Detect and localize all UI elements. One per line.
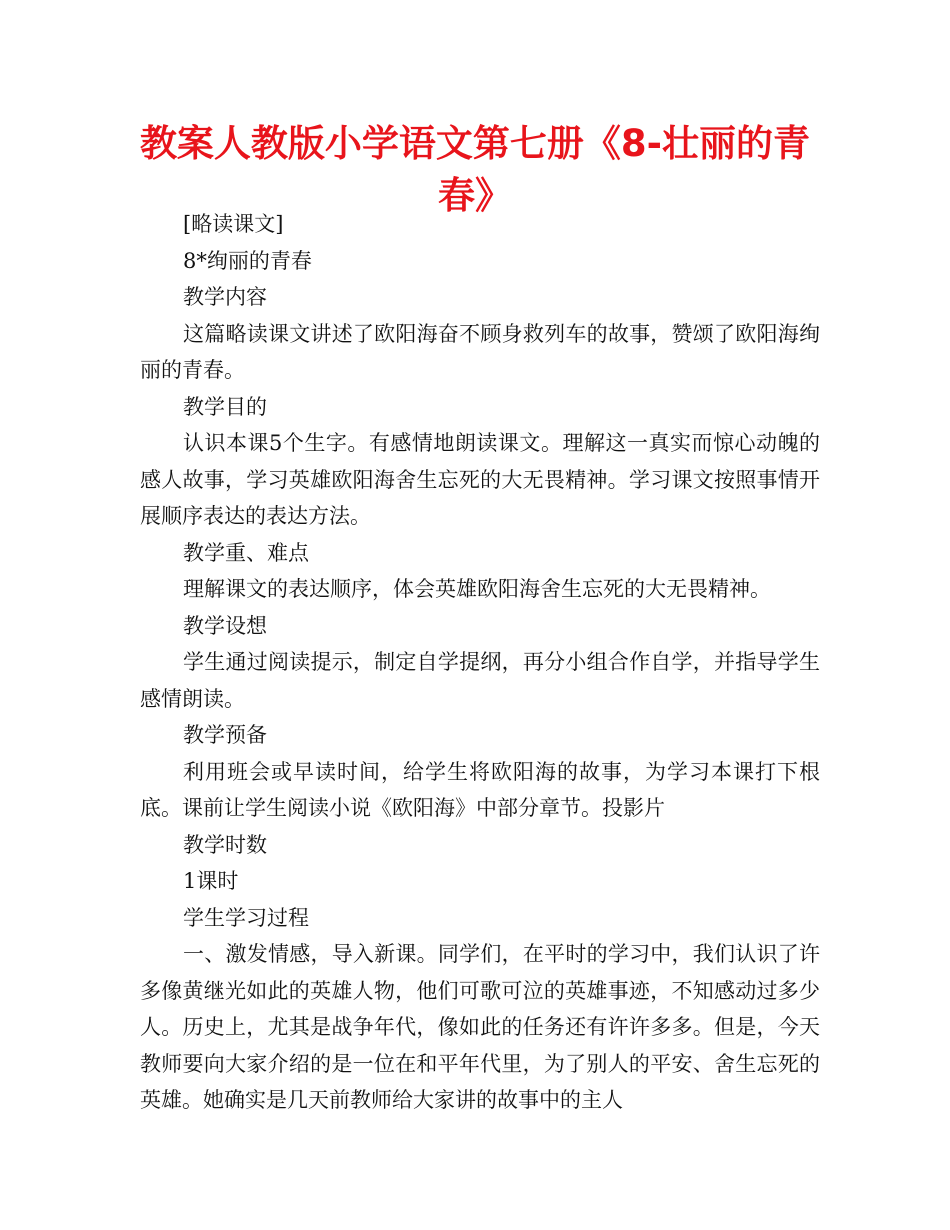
paragraph-process: 一、激发情感，导入新课。同学们，在平时的学习中，我们认识了许多像黄继光如此的英雄人物，他们可歌可泣的英雄事迹，不知感动过多少人。历史上，尤其是战争年代，像如此的任务还有许许多多。但是，今天教师要向大家介绍的是一位在和平年代里，为了别人的平安、舍生忘死的英雄。她确实是几天前教师给大家讲的故事中的主人 <box>140 942 820 1112</box>
document-body <box>140 206 820 1119</box>
heading-content: 教学内容 <box>183 285 267 309</box>
paragraph-preparation: 利用班会或早读时间，给学生将欧阳海的故事，为学习本课打下根底。课前让学生阅读小说《欧阳海》中部分章节。投影片 <box>140 759 820 820</box>
heading-duration: 教学时数 <box>183 832 267 857</box>
paragraph-goals: 认识本课5个生字。有感情地朗读课文。理解这一真实而惊心动魄的感人故事，学习英雄欧阳海舍生忘死的大无畏精神。学习课文按照事情开展顺序表达的表达方法。 <box>140 431 820 528</box>
document-title: 教案人教版小学语文第七册《8-壮丽的青春》 <box>139 122 811 217</box>
heading-process: 学生学习过程 <box>183 905 309 930</box>
paragraph-lesson-type: [略读课文] <box>183 212 284 236</box>
paragraph-duration: 1课时 <box>183 869 239 893</box>
paragraph-content: 这篇略读课文讲述了欧阳海奋不顾身救列车的故事，赞颂了欧阳海绚丽的青春。 <box>140 321 820 382</box>
paragraph-plan: 学生通过阅读提示，制定自学提纲，再分小组合作自学，并指导学生感情朗读。 <box>140 650 820 711</box>
heading-preparation: 教学预备 <box>183 723 267 747</box>
heading-goals: 教学目的 <box>183 394 267 419</box>
paragraph-key-points: 理解课文的表达顺序，体会英雄欧阳海舍生忘死的大无畏精神。 <box>183 577 771 601</box>
heading-key-points: 教学重、难点 <box>183 540 309 565</box>
paragraph-lesson-name: 8*绚丽的青春 <box>183 248 312 273</box>
heading-plan: 教学设想 <box>183 613 267 638</box>
